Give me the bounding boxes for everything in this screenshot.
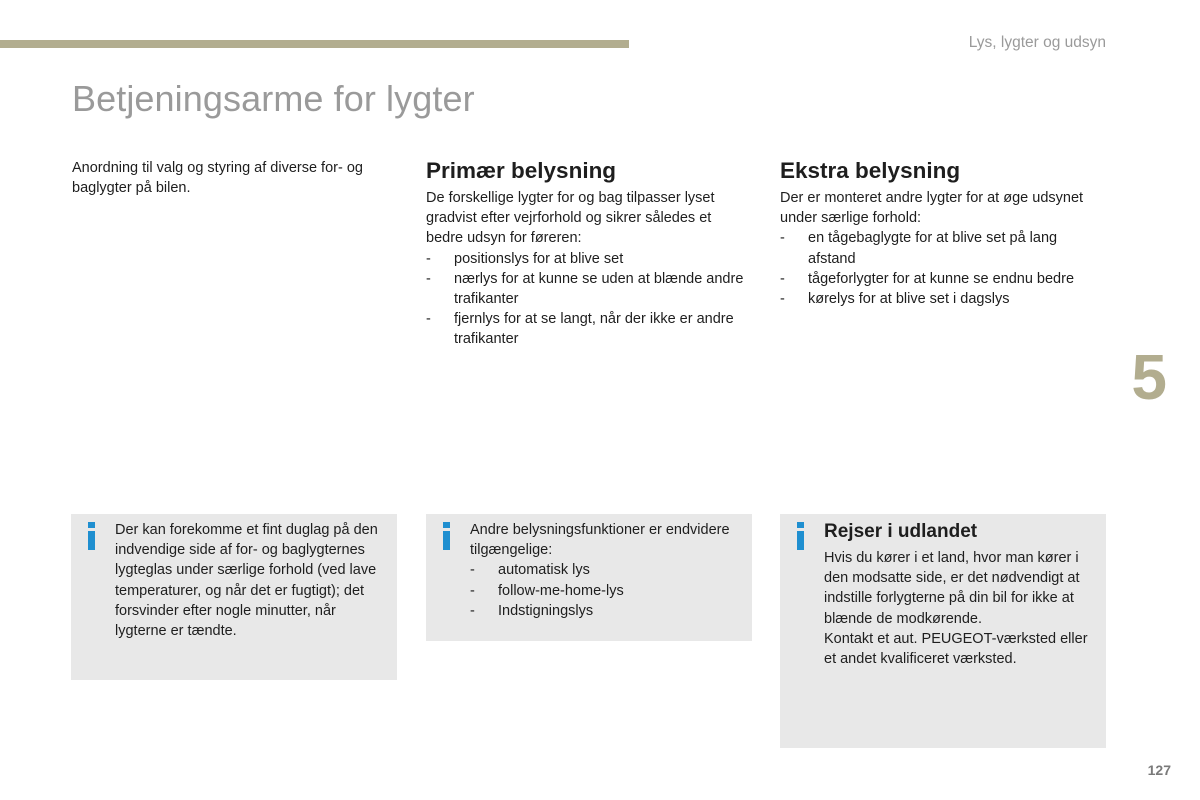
page-number: 127 bbox=[1147, 762, 1171, 778]
info-icon bbox=[441, 522, 453, 550]
list-item-text: Indstigningslys bbox=[498, 602, 594, 619]
list-item-text: automatisk lys bbox=[498, 562, 590, 579]
list-item-text: nærlys for at kunne se uden at blænde andre trafikanter bbox=[454, 270, 744, 308]
primary-lighting-column bbox=[426, 158, 746, 350]
dash-mark: - bbox=[780, 291, 785, 308]
info-box-text: Der kan forekomme et fint duglag på den indvendige side af for- og baglygternes lygteglas under særlige forhold (ved lave temperaturer, og når det er fugtigt); det forsvinder efter nogle minutter, når lygterne er tændte. bbox=[115, 522, 378, 640]
list-item-text: kørelys for at blive set i dagslys bbox=[808, 291, 1010, 308]
list-item bbox=[470, 581, 742, 601]
list-item-text: fjernlys for at se langt, når der ikke er andre trafikanter bbox=[454, 311, 734, 348]
list-item-text: follow-me-home-lys bbox=[498, 582, 624, 599]
info-box-travel-abroad bbox=[780, 514, 1106, 748]
dash-mark: - bbox=[780, 230, 785, 247]
info-box-heading: Rejser i udlandet bbox=[824, 521, 978, 542]
info-box-text: Hvis du kører i et land, hvor man kører i den modsatte side, er det nødvendigt at indstille forlygterne på din bil for ikke at blænde de modkørende. bbox=[824, 550, 1080, 627]
list-item bbox=[426, 249, 746, 269]
extra-text: Der er monteret andre lygter for at øge udsynet under særlige forhold: bbox=[780, 190, 1084, 227]
list-item-text: en tågebaglygte for at blive set på lang afstand bbox=[808, 230, 1058, 267]
dash-mark: - bbox=[780, 270, 785, 287]
page-title: Betjeningsarme for lygter bbox=[72, 78, 475, 119]
dash-mark: - bbox=[470, 562, 475, 579]
chapter-number: 5 bbox=[1131, 341, 1167, 413]
extra-heading: Ekstra belysning bbox=[780, 158, 961, 183]
info-box-other-functions bbox=[426, 514, 752, 641]
primary-list bbox=[426, 249, 746, 350]
list-item bbox=[470, 560, 742, 580]
primary-heading: Primær belysning bbox=[426, 158, 617, 183]
list-item bbox=[470, 601, 742, 621]
list-item bbox=[780, 269, 1100, 289]
intro-column bbox=[72, 158, 392, 198]
list-item bbox=[780, 289, 1100, 309]
dash-mark: - bbox=[470, 602, 475, 619]
intro-text: Anordning til valg og styring af diverse for- og baglygter på bilen. bbox=[72, 160, 363, 197]
info-icon bbox=[86, 522, 98, 550]
info-box-text: Andre belysningsfunktioner er endvidere tilgængelige: bbox=[470, 522, 730, 559]
dash-mark: - bbox=[426, 250, 431, 267]
extra-lighting-column bbox=[780, 158, 1100, 309]
info-icon bbox=[795, 522, 807, 550]
list-item-text: tågeforlygter for at kunne se endnu bedre bbox=[808, 270, 1075, 287]
list-item bbox=[780, 228, 1100, 268]
extra-list bbox=[780, 228, 1100, 309]
list-item bbox=[426, 269, 746, 309]
dash-mark: - bbox=[470, 582, 475, 599]
dash-mark: - bbox=[426, 311, 431, 328]
primary-text: De forskellige lygter for og bag tilpasser lyset gradvist efter vejrforhold og sikrer således et bedre udsyn for føreren: bbox=[426, 190, 715, 247]
list-item bbox=[426, 309, 746, 349]
dash-mark: - bbox=[426, 270, 431, 287]
info-box-text-2: Kontakt et aut. PEUGEOT-værksted eller et andet kvalificeret værksted. bbox=[824, 630, 1088, 668]
list-item-text: positionslys for at blive set bbox=[454, 250, 624, 267]
header-accent-bar bbox=[0, 40, 629, 48]
section-header: Lys, lygter og udsyn bbox=[968, 34, 1106, 51]
info-box-list bbox=[470, 560, 742, 621]
info-box-condensation bbox=[71, 514, 397, 680]
